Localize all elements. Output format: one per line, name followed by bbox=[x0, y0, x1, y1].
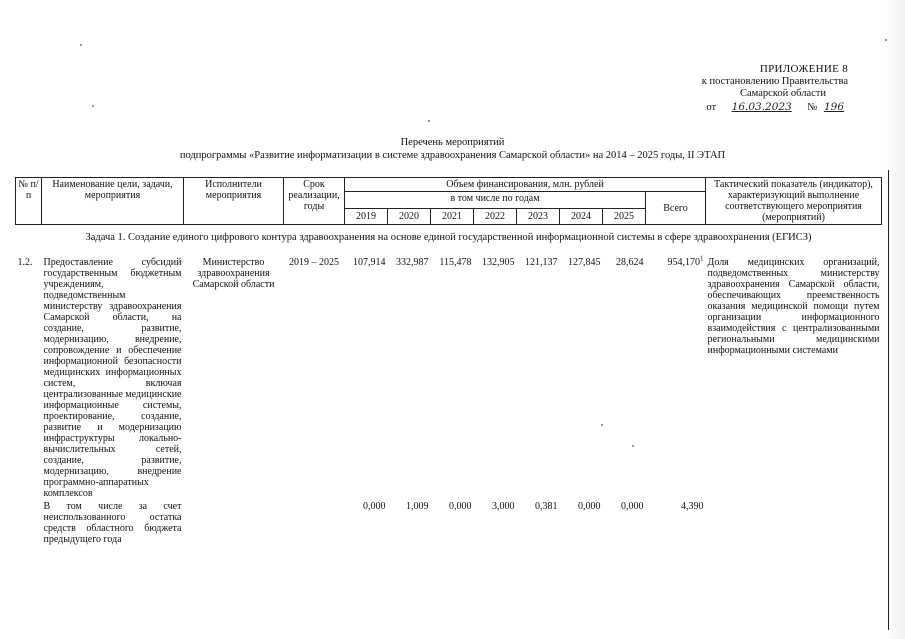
row-value: 107,914 bbox=[353, 257, 386, 268]
subrow-value: 3,000 bbox=[492, 501, 515, 512]
handwritten-number: 196 bbox=[823, 100, 845, 113]
scan-speck bbox=[885, 39, 887, 41]
subrow-name: В том числе за счет неиспользованного остатка средств областного бюджета предыдущего года bbox=[43, 501, 182, 545]
row-total-footnote: 1 bbox=[700, 254, 704, 263]
appendix-line-3: Самарской области bbox=[740, 88, 826, 99]
header-year: 2021 bbox=[431, 209, 474, 225]
appendix-line-2: к постановлению Правительства bbox=[701, 75, 848, 87]
row-indicator: Доля медицинских организаций, подведомственных министерству здравоохранения Самарской области, обеспечивающих преемственность оказания медицинской помощи путем организации информационного взаимодействия с централизованными региональными медицинскими информационными системами bbox=[707, 257, 880, 356]
row-num: 1.2. bbox=[17, 257, 33, 268]
appendix-signature-line bbox=[698, 101, 848, 115]
appendix-title: ПРИЛОЖЕНИЕ 8 bbox=[759, 63, 848, 75]
row-name: Предоставление субсидий государственным бюджетным учреждениям, подведомственным министерству здравоохранения Самарской области, на создание, развитие, модернизацию, внедрение, сопровождение и обеспечение информационной безопасности медицинских информационных систем, включая централизованные медицинские информационные системы, проектирование, создание, развитие и модернизацию инфраструктуры локально-вычислительных сетей, создание, развитие, модернизацию, внедрение программно-аппаратных комплексов bbox=[43, 257, 182, 499]
row-value: 121,137 bbox=[525, 257, 558, 268]
row-total-value: 954,170 bbox=[667, 257, 700, 268]
measures-table bbox=[15, 177, 882, 546]
header-year: 2022 bbox=[474, 209, 517, 225]
header-year: 2024 bbox=[560, 209, 603, 225]
number-prefix: № bbox=[807, 101, 818, 113]
subrow-value: 0,000 bbox=[578, 501, 601, 512]
row-value: 332,987 bbox=[396, 257, 429, 268]
scan-speck bbox=[601, 424, 603, 426]
handwritten-date: 16.03.2023 bbox=[731, 100, 792, 113]
subrow-total: 4,390 bbox=[681, 501, 704, 512]
row-term: 2019 – 2025 bbox=[289, 257, 339, 268]
subrow-value: 1,009 bbox=[406, 501, 429, 512]
scan-vertical-line bbox=[888, 170, 889, 630]
row-total bbox=[646, 256, 706, 500]
row-executor: Министерство здравоохранения Самарской области bbox=[192, 257, 275, 290]
header-name: Наименование цели, задачи, мероприятия bbox=[42, 178, 184, 225]
date-prefix: от bbox=[706, 101, 717, 113]
header-total: Всего bbox=[646, 192, 706, 225]
header-year: 2019 bbox=[345, 209, 388, 225]
header-term: Срок реализации, годы bbox=[284, 178, 345, 225]
subrow-value: 0,000 bbox=[449, 501, 472, 512]
document-title-line-1: Перечень мероприятий bbox=[400, 137, 505, 148]
document-title-line-2: подпрограммы «Развитие информатизации в системе здравоохранения Самарской области» на 2014 – 2025 годы, II ЭТАП bbox=[179, 149, 726, 161]
table-row bbox=[16, 500, 882, 546]
task-heading: Задача 1. Создание единого цифрового контура здравоохранения на основе единой государственной информационной системы в сфере здравоохранения (ЕГИСЗ) bbox=[85, 232, 812, 243]
scan-speck bbox=[92, 105, 94, 107]
header-year: 2025 bbox=[603, 209, 646, 225]
header-executor: Исполнители мероприятия bbox=[184, 178, 284, 225]
scan-speck bbox=[428, 120, 430, 122]
row-value: 127,845 bbox=[568, 257, 601, 268]
row-value: 132,905 bbox=[482, 257, 515, 268]
subrow-value: 0,000 bbox=[363, 501, 386, 512]
appendix-block bbox=[698, 63, 848, 114]
header-by-years: в том числе по годам bbox=[345, 192, 646, 209]
header-year: 2020 bbox=[388, 209, 431, 225]
header-funding: Объем финансирования, млн. рублей bbox=[345, 178, 706, 192]
header-indicator: Тактический показатель (индикатор), характеризующий выполнение соответствующего мероприятия (мероприятий) bbox=[706, 178, 882, 225]
document-title bbox=[0, 137, 905, 162]
scan-speck bbox=[80, 44, 82, 46]
header-year: 2023 bbox=[517, 209, 560, 225]
subrow-value: 0,381 bbox=[535, 501, 558, 512]
table-row bbox=[16, 256, 882, 500]
scan-speck bbox=[632, 445, 634, 447]
subrow-value: 0,000 bbox=[621, 501, 644, 512]
header-num: № п/п bbox=[16, 178, 42, 225]
row-value: 115,478 bbox=[439, 257, 472, 268]
row-value: 28,624 bbox=[616, 257, 644, 268]
